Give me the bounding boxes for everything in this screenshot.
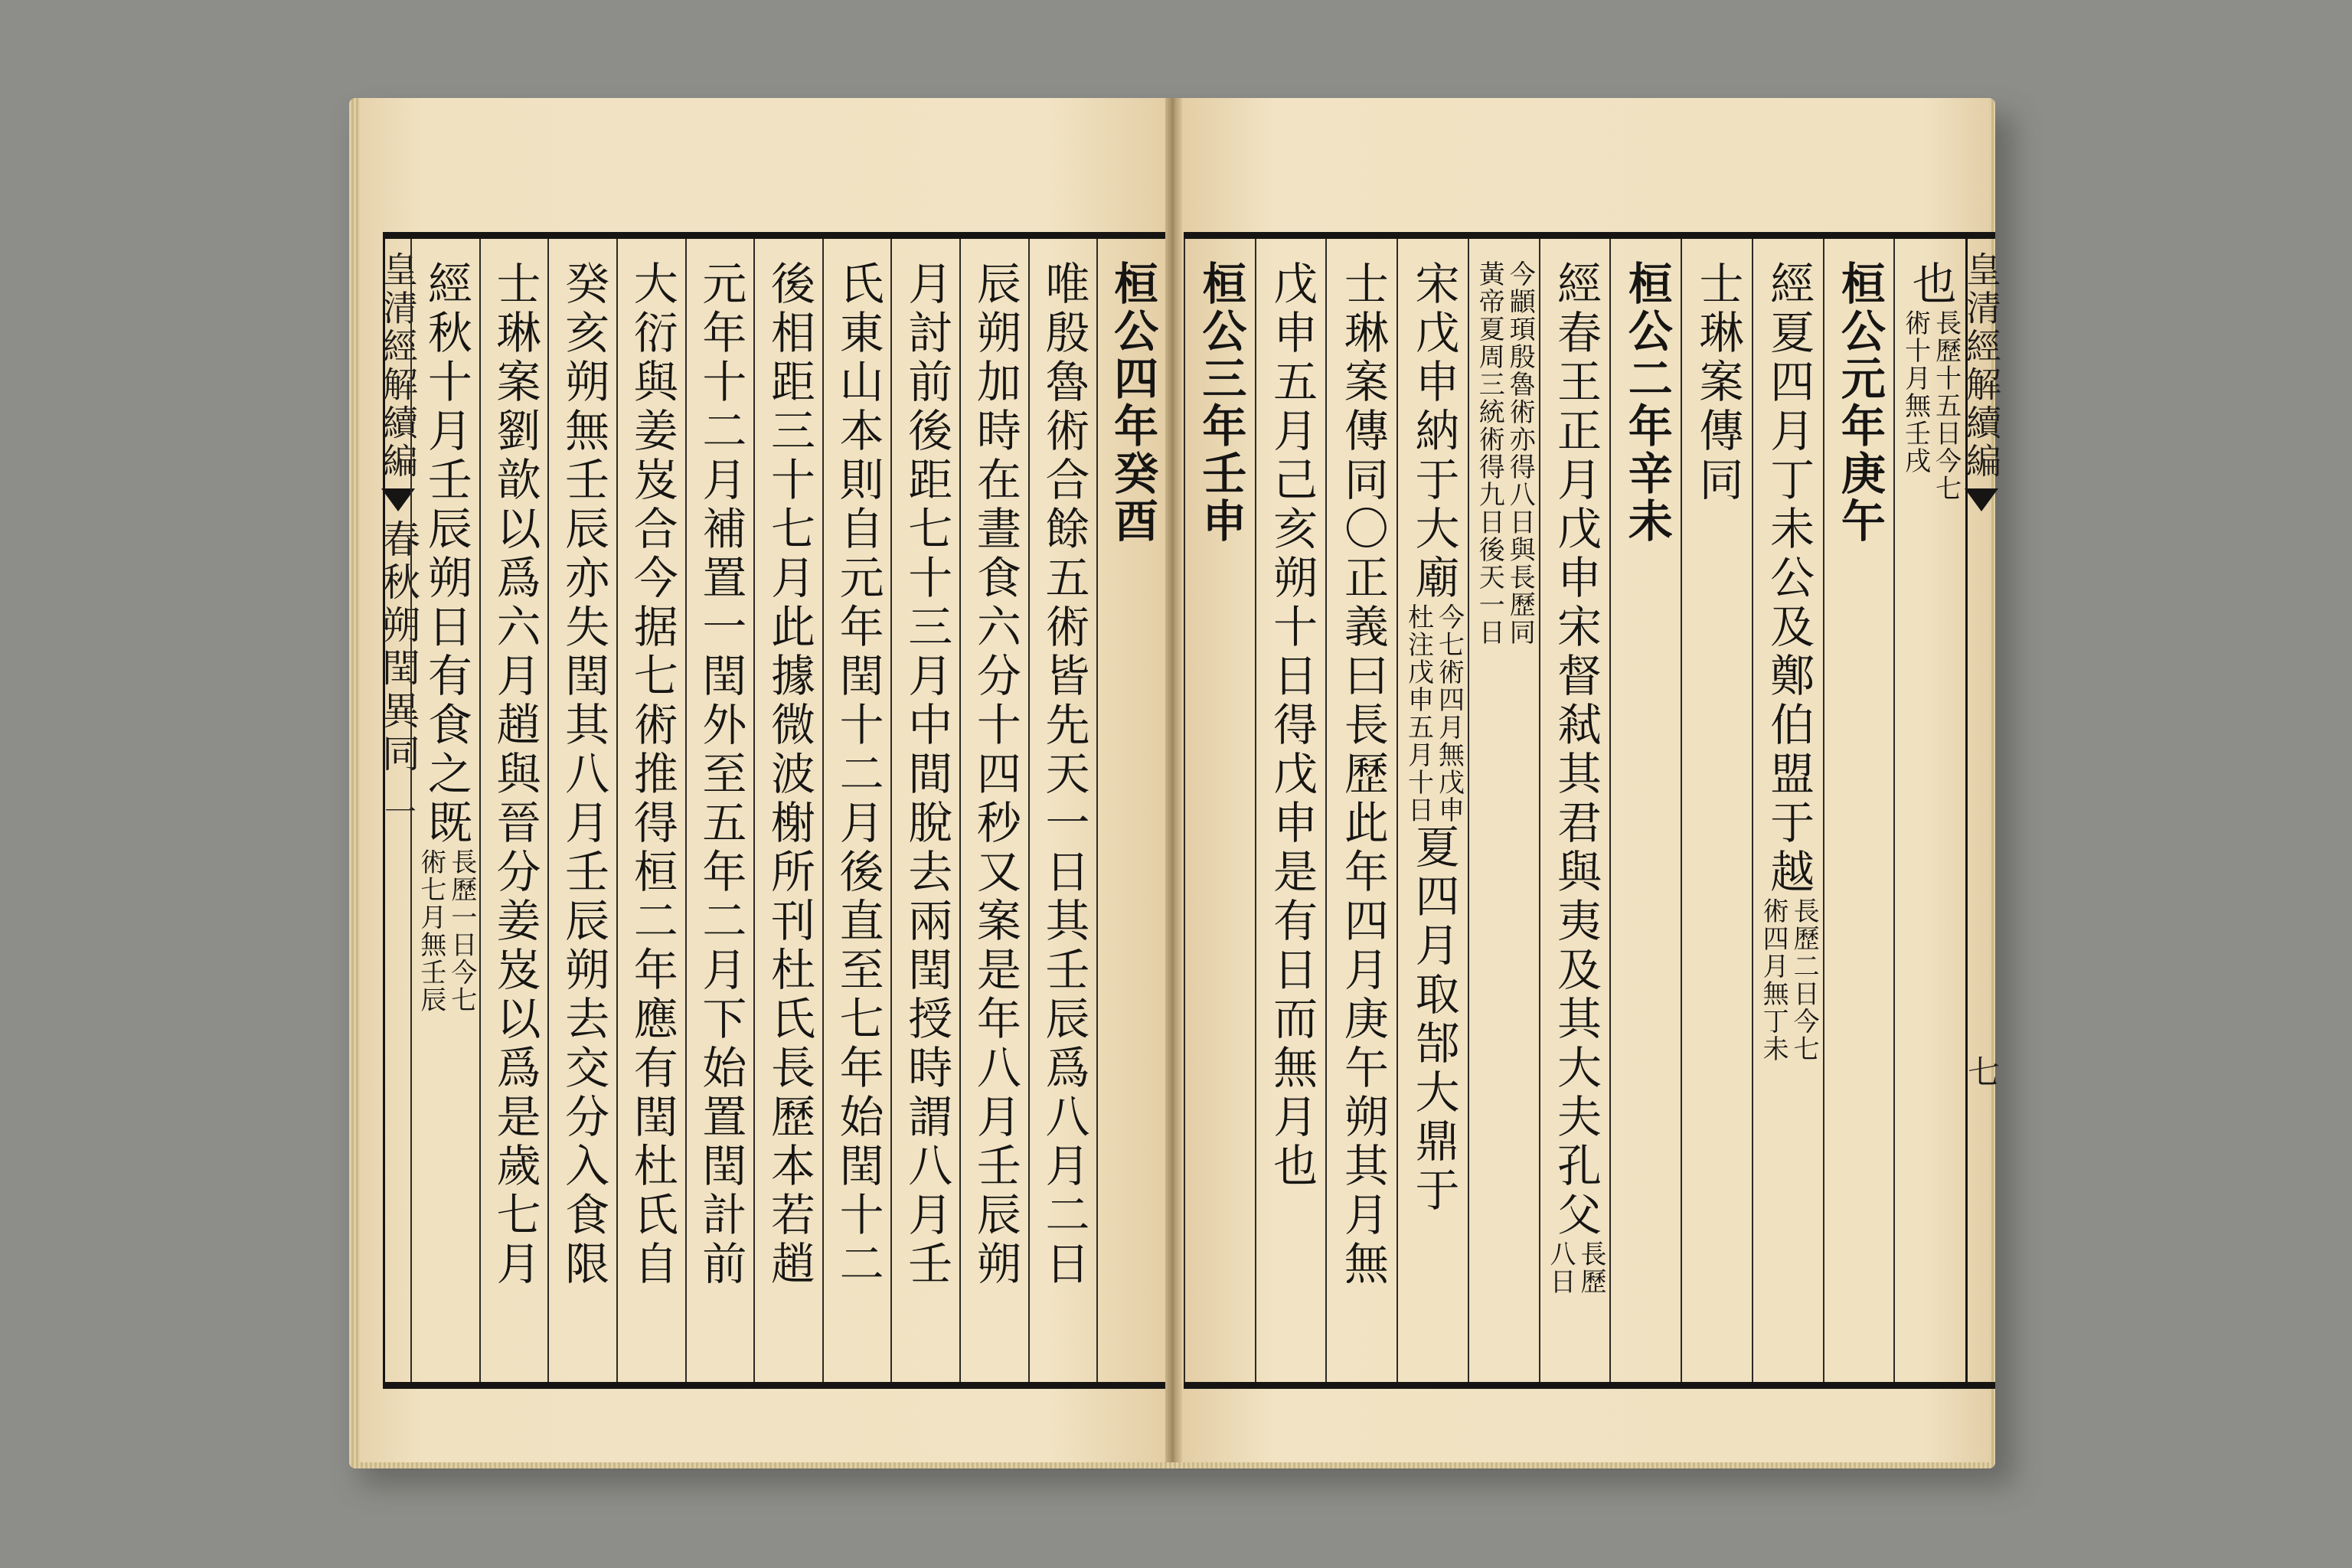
- text-line: 癸亥朔無壬辰亦失閏其八月壬辰朔去交分入食限: [557, 260, 610, 1289]
- margin-title: 皇清經解續編: [1961, 251, 2002, 481]
- text-line: [1402, 260, 1466, 1382]
- text-column: [1325, 239, 1398, 1382]
- text-column: [1396, 239, 1469, 1382]
- main-text: 經夏四月丁未公及鄭伯盟于越: [1762, 260, 1815, 897]
- section-title: 春秋朔閏異同: [376, 519, 420, 776]
- note-line: 今顓頊殷魯術亦得八日與長歷同: [1504, 260, 1536, 646]
- text-column: [1893, 239, 1966, 1382]
- text-column: [1681, 239, 1753, 1382]
- leaf-number: 七: [1963, 1055, 2001, 1087]
- margin-title: 皇清經解續編: [377, 251, 419, 481]
- double-line-note: [1545, 1240, 1606, 1295]
- text-column: [410, 239, 481, 1382]
- text-line: 士琳案傳同〇正義曰長歷此年四月庚午朔其月無: [1336, 260, 1389, 1289]
- text-column: [479, 239, 550, 1382]
- leaf-number: 一: [380, 795, 417, 827]
- text-column: [890, 239, 961, 1382]
- text-column: [1752, 239, 1824, 1382]
- text-column: [1823, 239, 1896, 1382]
- text-line: 辰朔加時在晝食六分十四秒又案是年八月壬辰朔: [969, 260, 1021, 1289]
- note-line: 長歷: [1575, 1240, 1606, 1295]
- main-text: 經春王正月戊申宋督弒其君與夷及其大夫孔父: [1549, 260, 1602, 1240]
- note-line: 長歷十五日今七: [1930, 309, 1962, 502]
- left-margin-spine: [376, 239, 420, 1382]
- fish-tail-mark: [1965, 488, 1998, 511]
- text-column: [1096, 239, 1167, 1382]
- text-line: [1544, 260, 1608, 1382]
- text-line: 元年十二月補置一閏外至五年二月下始置閏計前: [694, 260, 747, 1289]
- note-line: 術七月無壬辰: [415, 848, 446, 1014]
- text-line: [414, 260, 479, 1382]
- text-column: [1609, 239, 1682, 1382]
- double-line-note: [1403, 603, 1465, 824]
- text-column: [1255, 239, 1328, 1382]
- text-line: 唯殷魯術合餘五術皆先天一日其壬辰爲八月二日: [1037, 260, 1090, 1289]
- note-line: 長歷二日今七: [1788, 897, 1820, 1063]
- note-line: 杜注戊申五月十日: [1403, 603, 1434, 824]
- double-line-note: [1474, 260, 1535, 1382]
- reign-year-heading: 桓公四年癸酉: [1106, 260, 1159, 545]
- text-line: 士琳案劉歆以爲六月趙與晉分姜岌以爲是歲七月: [488, 260, 541, 1289]
- text-column: [547, 239, 618, 1382]
- text-column: [616, 239, 687, 1382]
- right-margin-spine: [1961, 239, 2002, 1382]
- double-line-note: [1900, 309, 1962, 502]
- reign-year-heading: 桓公二年辛未: [1620, 260, 1673, 545]
- text-column: [1184, 239, 1256, 1382]
- text-line: 士琳案傳同: [1691, 260, 1744, 505]
- text-column: [959, 239, 1030, 1382]
- text-column: [1539, 239, 1612, 1382]
- text-line: [1899, 260, 1963, 1382]
- text-column: [1028, 239, 1099, 1382]
- text-line: 戊申五月己亥朔十日得戊申是有日而無月也: [1266, 260, 1318, 1191]
- double-line-note: [1758, 897, 1819, 1063]
- reign-year-heading: 桓公元年庚午: [1833, 260, 1886, 545]
- main-text: 宋戊申納于大廟: [1407, 260, 1460, 603]
- reign-year-heading: 桓公三年壬申: [1194, 260, 1247, 545]
- text-column: [753, 239, 824, 1382]
- note-line: 長歷一日今七: [446, 848, 477, 1014]
- text-line: [1756, 260, 1821, 1382]
- main-text: 經秋十月壬辰朔日有食之既: [420, 260, 472, 848]
- right-text-frame: [1184, 232, 2002, 1389]
- note-line: 術十月無壬戌: [1900, 309, 1931, 475]
- note-line: 八日: [1544, 1240, 1576, 1295]
- text-line: 月討前後距七十三月中間脫去兩閏授時謂八月壬: [900, 260, 953, 1289]
- text-column: [822, 239, 893, 1382]
- main-text: 也: [1904, 260, 1957, 309]
- text-line: 大衍與姜岌合今据七術推得桓二年應有閏杜氏自: [626, 260, 678, 1289]
- note-line: 黃帝夏周三統術得九日後天一日: [1474, 260, 1505, 646]
- note-line: 今七術四月無戊申: [1433, 603, 1465, 824]
- text-column: [1468, 239, 1540, 1382]
- main-text: 夏四月取郜大鼎于: [1407, 824, 1460, 1216]
- book-gutter: [1165, 98, 1182, 1462]
- double-line-note: [416, 848, 477, 1014]
- text-line: 後相距三十七月此據微波榭所刊杜氏長歷本若趙: [763, 260, 815, 1289]
- left-text-frame: [376, 232, 1165, 1389]
- text-column: [685, 239, 756, 1382]
- text-line: 氏東山本則自元年閏十二月後直至七年始閏十二: [831, 260, 884, 1289]
- note-line: 術四月無丁未: [1758, 897, 1789, 1063]
